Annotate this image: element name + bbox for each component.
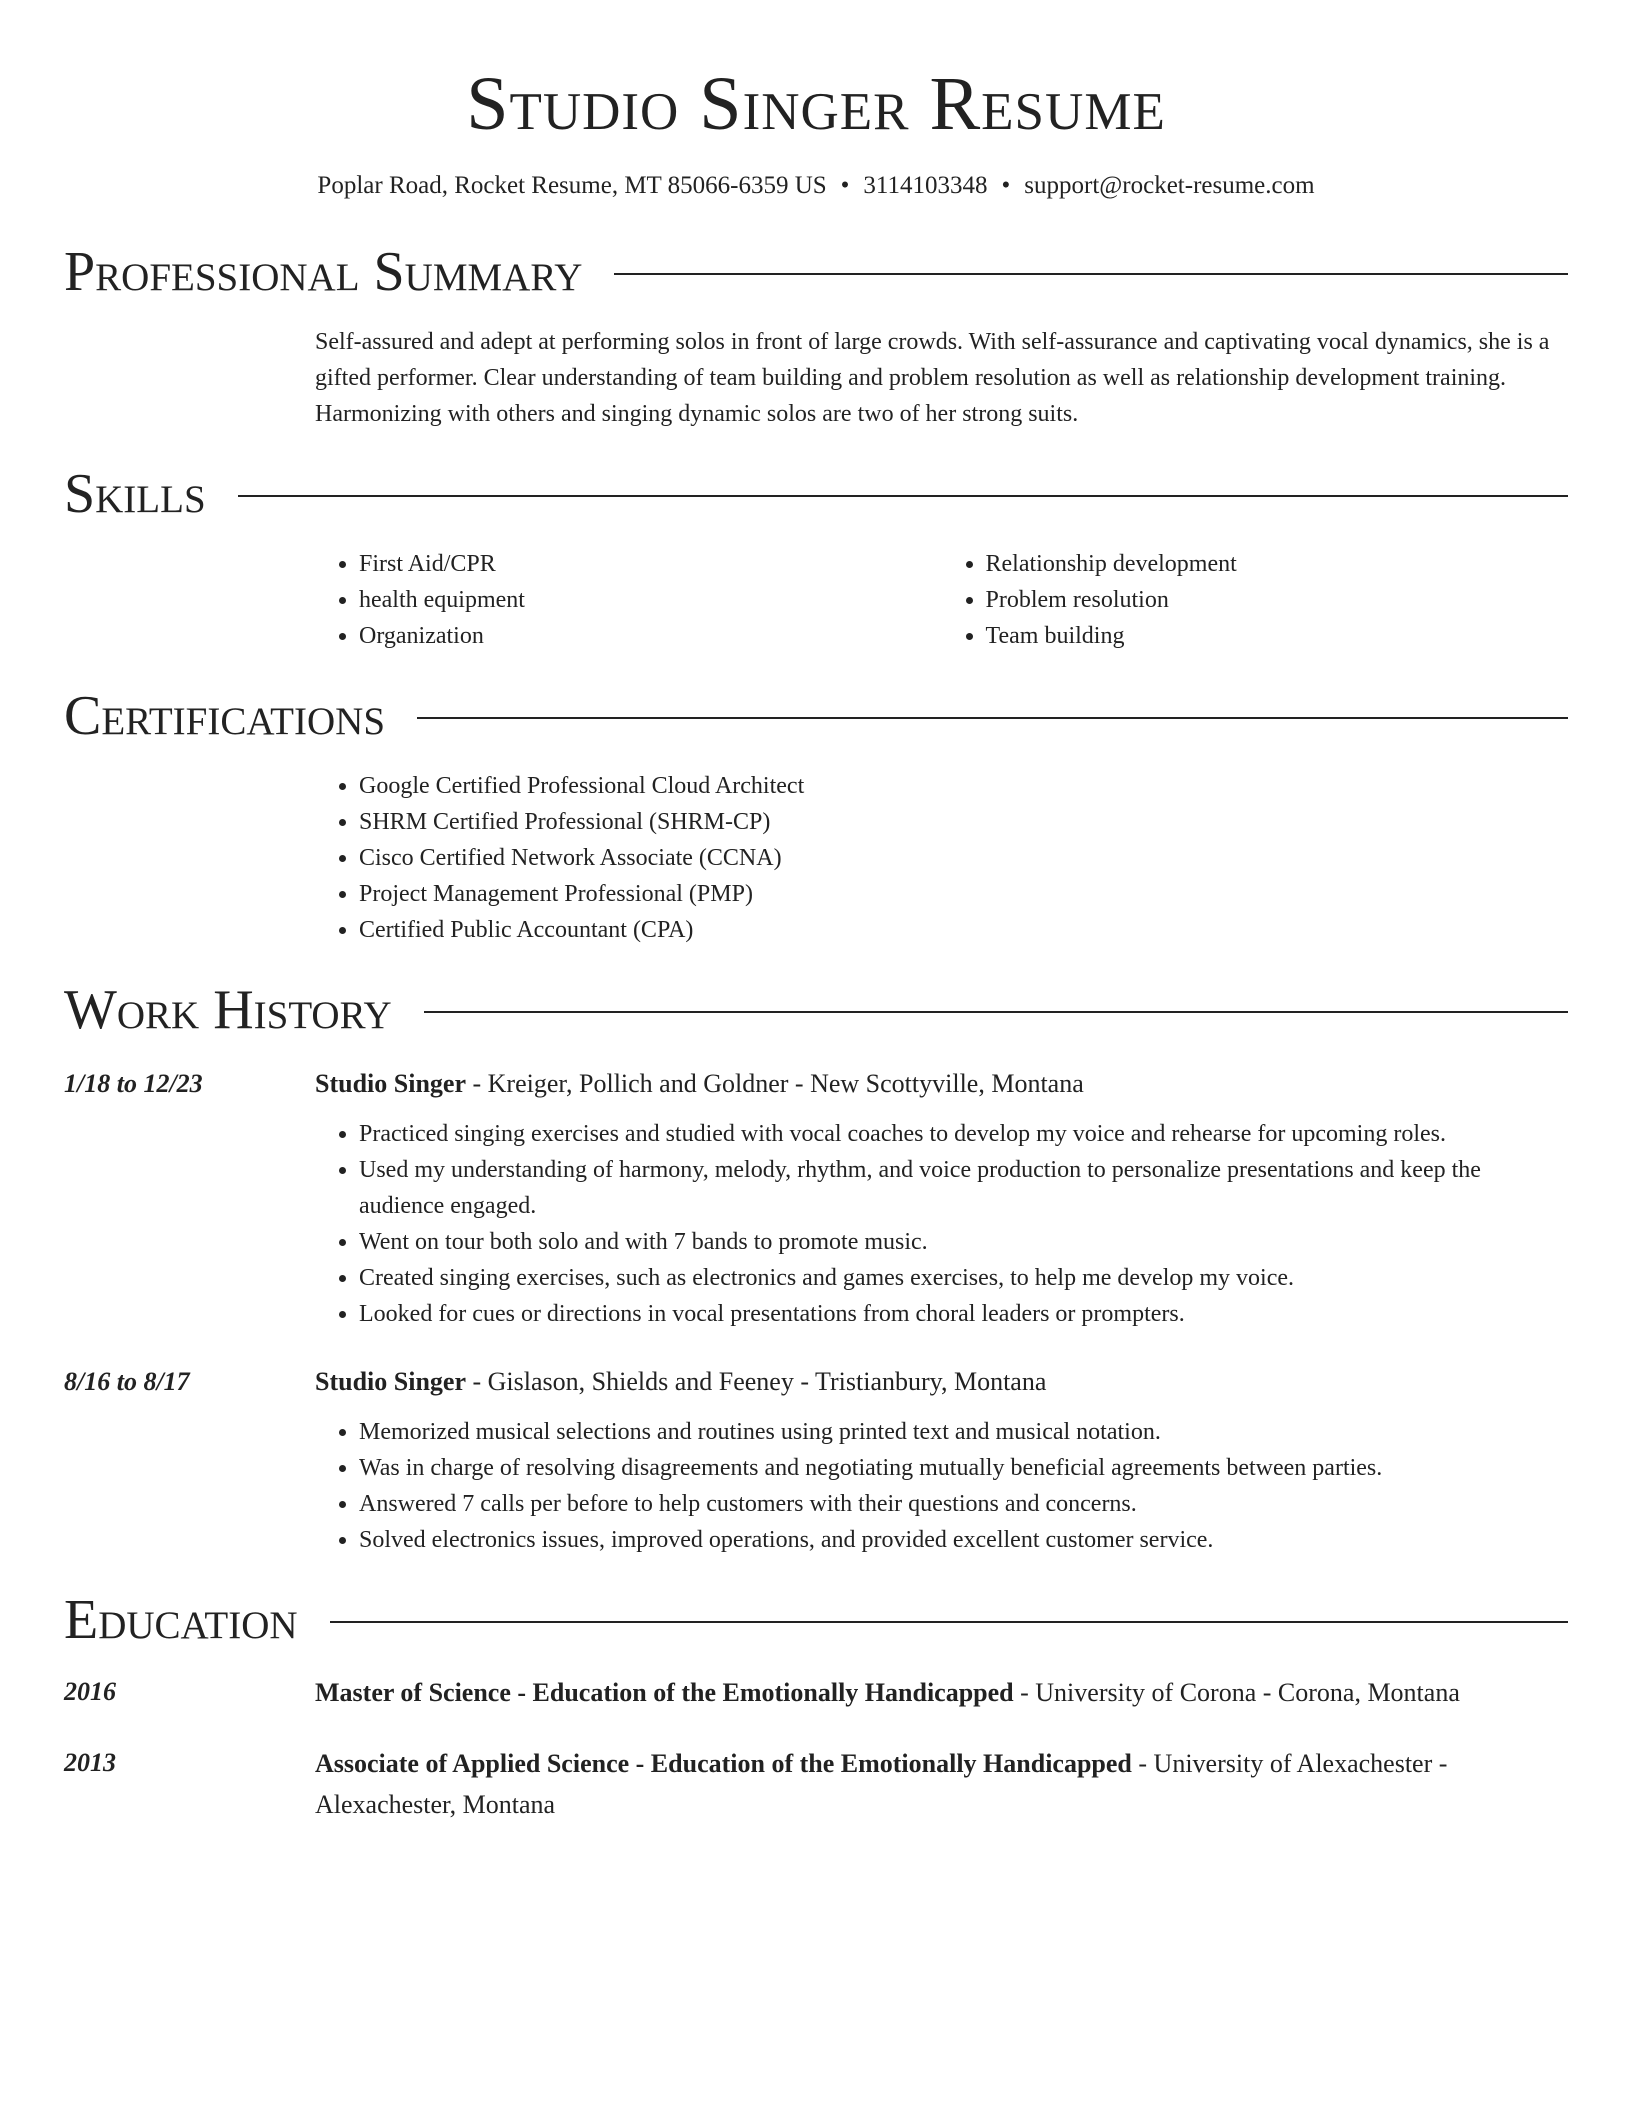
skills-section-header [64,462,1568,526]
resume-page [64,0,1568,1825]
degree: Master of Science - Education of the Emotionally Handicapped [315,1678,1014,1707]
education-year: 2016 [64,1677,116,1706]
skills-column-left [315,546,942,654]
education-entry [64,1743,1568,1825]
address: Poplar Road, Rocket Resume, MT 85066-6359 US [317,172,827,199]
section-divider [330,1621,1568,1623]
job-bullet: • Was in charge of resolving disagreements and negotiating mutually beneficial agreements between parties. [359,1450,1568,1486]
job-dates: 8/16 to 8/17 [64,1367,190,1396]
skill-item: • health equipment [359,582,942,618]
section-divider [238,495,1568,497]
education-heading [315,1672,1568,1713]
skills-column-right [942,546,1569,654]
education-heading [315,1743,1568,1825]
section-title: Professional Summary [64,241,583,303]
resume-title: Studio Singer Resume [466,62,1166,146]
section-title: Certifications [64,685,386,747]
certification-item: • Project Management Professional (PMP) [359,876,1568,912]
job-title: Studio Singer [315,1069,466,1098]
certifications-bullets [315,768,1568,948]
job-bullet: • Memorized musical selections and routines using printed text and musical notation. [359,1414,1568,1450]
degree: Associate of Applied Science - Education of the Emotionally Handicapped [315,1749,1132,1778]
job-title: Studio Singer [315,1367,466,1396]
job-details [315,1064,1568,1332]
job-entry [64,1362,1568,1558]
job-heading [315,1362,1568,1402]
job-bullet: • Went on tour both solo and with 7 bands to promote music. [359,1224,1568,1260]
certifications-list [315,768,1568,948]
certification-item: • Certified Public Accountant (CPA) [359,912,1568,948]
job-details [315,1362,1568,1558]
summary-text: Self-assured and adept at performing solos in front of large crowds. With self-assurance and captivating vocal dynamics, she is a gifted performer. Clear understanding of team building and problem resolution as well as relationship development training. Harmonizing with others and singing dynamic solos are two of her strong suits. [315,329,1550,427]
certification-item: • Google Certified Professional Cloud Architect [359,768,1568,804]
skill-item: • Team building [986,618,1569,654]
certification-item: • SHRM Certified Professional (SHRM-CP) [359,804,1568,840]
skill-item: • First Aid/CPR [359,546,942,582]
section-title: Skills [64,463,206,525]
education-section-header [64,1588,1568,1652]
section-divider [424,1011,1568,1013]
education-year: 2013 [64,1748,116,1777]
skill-item: • Organization [359,618,942,654]
job-bullet: • Solved electronics issues, improved operations, and provided excellent customer service. [359,1522,1568,1558]
institution: - University of Corona - Corona, Montana [1013,1678,1460,1707]
skills-list [315,546,1568,654]
job-bullet: • Created singing exercises, such as electronics and games exercises, to help me develop my voice. [359,1260,1568,1296]
job-employer: - Kreiger, Pollich and Goldner - New Scottyville, Montana [466,1069,1084,1098]
skill-item: • Problem resolution [986,582,1569,618]
job-employer: - Gislason, Shields and Feeney - Tristianbury, Montana [466,1367,1047,1396]
summary-section-header [64,240,1568,304]
job-dates: 1/18 to 12/23 [64,1069,203,1098]
job-bullet: • Answered 7 calls per before to help customers with their questions and concerns. [359,1486,1568,1522]
contact-line [64,170,1568,202]
job-heading [315,1064,1568,1104]
job-bullet: • Used my understanding of harmony, melody, rhythm, and voice production to personalize presentations and keep the audience engaged. [359,1152,1568,1224]
education-entry [64,1672,1568,1713]
job-bullets [315,1414,1568,1558]
education-details [315,1743,1568,1825]
certification-item: • Cisco Certified Network Associate (CCNA) [359,840,1568,876]
work-history-section-header [64,978,1568,1042]
section-title: Work History [64,979,392,1041]
email: support@rocket-resume.com [1024,172,1315,199]
skill-item: • Relationship development [986,546,1569,582]
education-details [315,1672,1568,1713]
job-entry [64,1064,1568,1332]
job-bullets [315,1116,1568,1332]
section-divider [614,273,1568,275]
job-bullet: • Looked for cues or directions in vocal presentations from choral leaders or prompters. [359,1296,1568,1332]
section-divider [417,717,1568,719]
separator: • [840,172,850,199]
section-title: Education [64,1589,298,1651]
separator: • [1001,172,1011,199]
certifications-section-header [64,684,1568,748]
phone: 3114103348 [863,172,988,199]
job-bullet: • Practiced singing exercises and studied with vocal coaches to develop my voice and rehearse for upcoming roles. [359,1116,1568,1152]
institution: - University of Alexachester - Alexachester, Montana [315,1749,1448,1819]
